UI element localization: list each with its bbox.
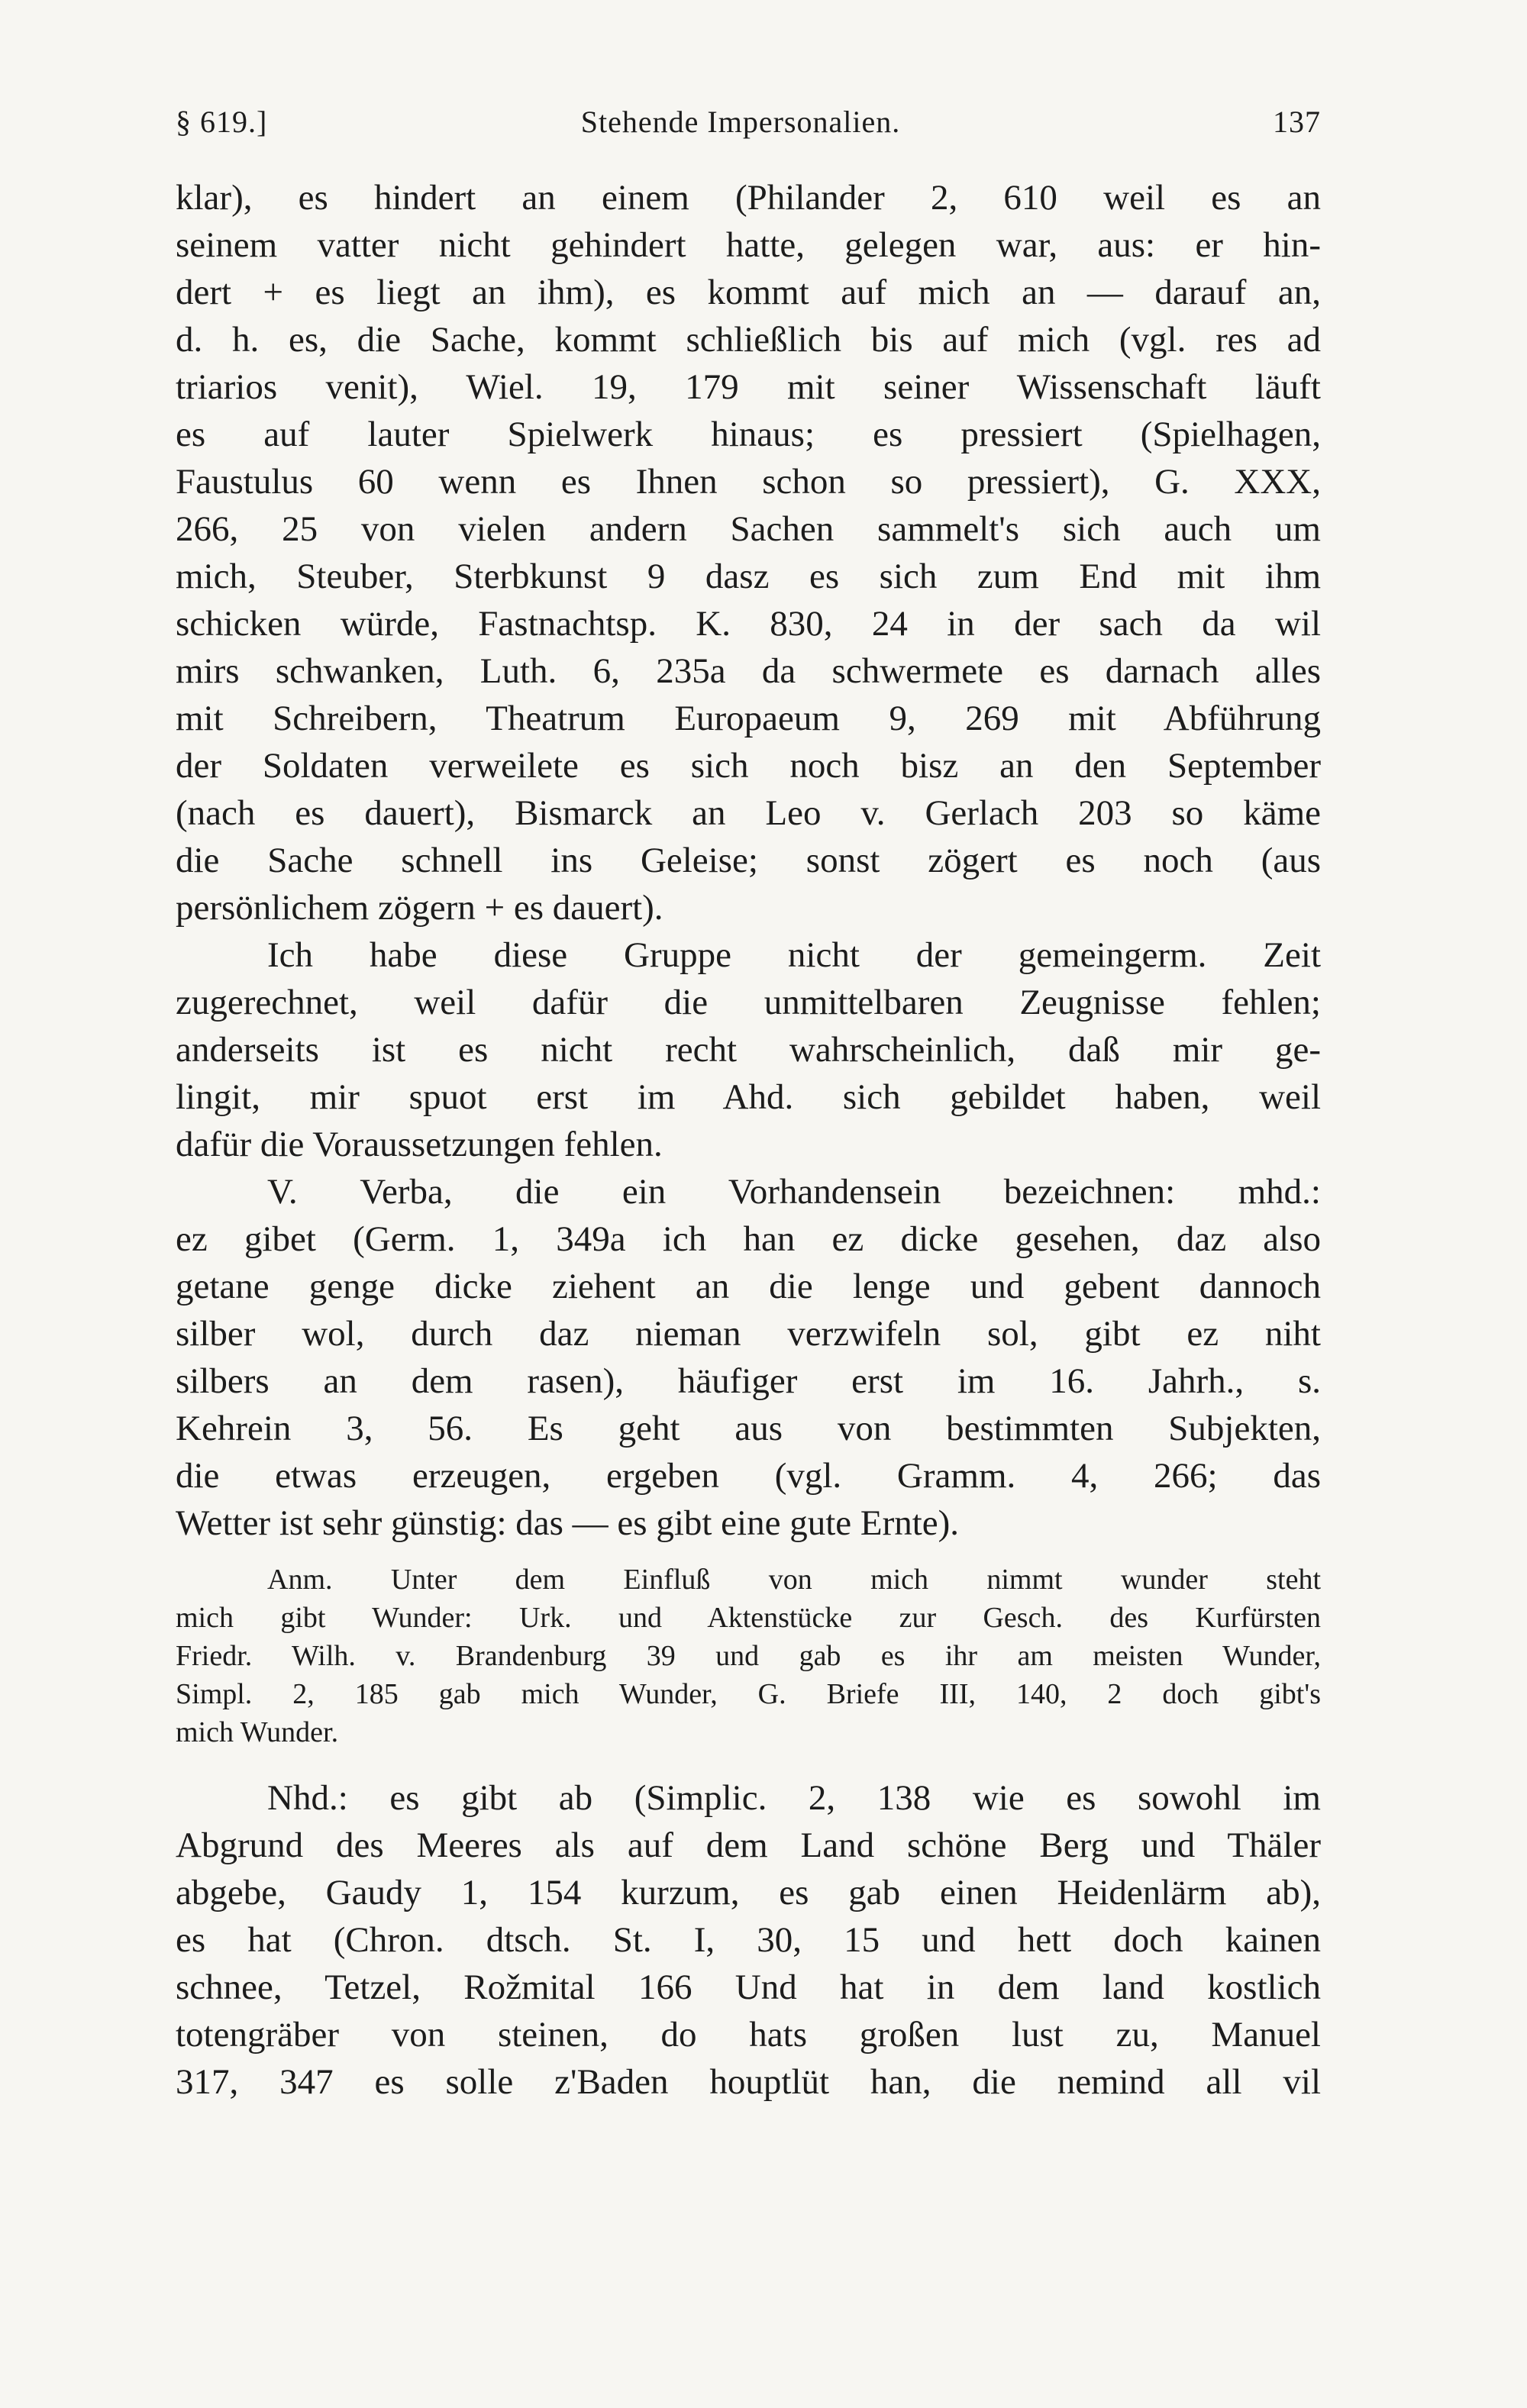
body-line: abgebe, Gaudy 1, 154 kurzum, es gab einen Heidenlärm ab), bbox=[176, 1873, 1321, 1913]
body-line: seinem vatter nicht gehindert hatte, gelegen war, aus: er hin- bbox=[176, 225, 1321, 265]
running-title: Stehende Impersonalien. bbox=[580, 105, 901, 139]
body-line: getane genge dicke ziehent an die lenge und gebent dannoch bbox=[176, 1267, 1321, 1306]
body-line: mich, Steuber, Sterbkunst 9 dasz es sich zum End mit ihm bbox=[176, 557, 1321, 596]
body-line: anderseits ist es nicht recht wahrscheinlich, daß mir ge- bbox=[176, 1030, 1321, 1070]
body-line: klar), es hindert an einem (Philander 2, 610 weil es an bbox=[176, 178, 1321, 218]
body-line: schicken würde, Fastnachtsp. K. 830, 24 in der sach da wil bbox=[176, 604, 1321, 644]
body-line: totengräber von steinen, do hats großen lust zu, Manuel bbox=[176, 2015, 1321, 2055]
note-line: Simpl. 2, 185 gab mich Wunder, G. Briefe III, 140, 2 doch gibt's bbox=[176, 1678, 1321, 1710]
body-line: triarios venit), Wiel. 19, 179 mit seiner Wissenschaft läuft bbox=[176, 367, 1321, 407]
body-line: 317, 347 es solle z'Baden houptlüt han, die nemind all vil bbox=[176, 2062, 1321, 2102]
body-line: V. Verba, die ein Vorhandensein bezeichnen: mhd.: bbox=[267, 1172, 1321, 1212]
body-line: mirs schwanken, Luth. 6, 235a da schwermete es darnach alles bbox=[176, 651, 1321, 691]
body-line: lingit, mir spuot erst im Ahd. sich gebildet haben, weil bbox=[176, 1077, 1321, 1117]
running-header bbox=[176, 104, 1321, 150]
body-line: (nach es dauert), Bismarck an Leo v. Gerlach 203 so käme bbox=[176, 793, 1321, 833]
body-line: die Sache schnell ins Geleise; sonst zögert es noch (aus bbox=[176, 841, 1321, 880]
body-line: Wetter ist sehr günstig: das — es gibt eine gute Ernte). bbox=[176, 1503, 960, 1543]
page-number: 137 bbox=[1273, 105, 1321, 139]
body-line: Abgrund des Meeres als auf dem Land schöne Berg und Thäler bbox=[176, 1825, 1321, 1865]
body-line: silber wol, durch daz nieman verzwifeln sol, gibt ez niht bbox=[176, 1314, 1321, 1354]
note-line: mich Wunder. bbox=[176, 1716, 339, 1748]
body-line: silbers an dem rasen), häufiger erst im 16. Jahrh., s. bbox=[176, 1361, 1321, 1401]
body-line: zugerechnet, weil dafür die unmittelbaren Zeugnisse fehlen; bbox=[176, 983, 1321, 1022]
note-line: Anm. Unter dem Einfluß von mich nimmt wunder steht bbox=[267, 1564, 1321, 1596]
note-line: Friedr. Wilh. v. Brandenburg 39 und gab es ihr am meisten Wunder, bbox=[176, 1640, 1321, 1672]
body-line: Nhd.: es gibt ab (Simplic. 2, 138 wie es sowohl im bbox=[267, 1778, 1321, 1818]
body-line: Kehrein 3, 56. Es geht aus von bestimmten Subjekten, bbox=[176, 1409, 1321, 1448]
body-line: die etwas erzeugen, ergeben (vgl. Gramm. 4, 266; das bbox=[176, 1456, 1321, 1496]
body-line: dert + es liegt an ihm), es kommt auf mich an — darauf an, bbox=[176, 273, 1321, 312]
body-line: Faustulus 60 wenn es Ihnen schon so pressiert), G. XXX, bbox=[176, 462, 1321, 502]
section-reference: § 619.] bbox=[176, 105, 268, 139]
body-line: schnee, Tetzel, Rožmital 166 Und hat in dem land kostlich bbox=[176, 1967, 1321, 2007]
body-line: dafür die Voraussetzungen fehlen. bbox=[176, 1125, 663, 1164]
body-line: 266, 25 von vielen andern Sachen sammelt's sich auch um bbox=[176, 509, 1321, 549]
body-line: d. h. es, die Sache, kommt schließlich bis auf mich (vgl. res ad bbox=[176, 320, 1321, 360]
body-line: mit Schreibern, Theatrum Europaeum 9, 269 mit Abführung bbox=[176, 699, 1321, 738]
body-line: es auf lauter Spielwerk hinaus; es pressiert (Spielhagen, bbox=[176, 415, 1321, 454]
body-line: der Soldaten verweilete es sich noch bisz an den September bbox=[176, 746, 1321, 786]
body-line: ez gibet (Germ. 1, 349a ich han ez dicke gesehen, daz also bbox=[176, 1219, 1321, 1259]
body-line: persönlichem zögern + es dauert). bbox=[176, 888, 663, 928]
body-line: Ich habe diese Gruppe nicht der gemeingerm. Zeit bbox=[267, 935, 1321, 975]
note-line: mich gibt Wunder: Urk. und Aktenstücke zur Gesch. des Kurfürsten bbox=[176, 1602, 1321, 1634]
body-line: es hat (Chron. dtsch. St. I, 30, 15 und hett doch kainen bbox=[176, 1920, 1321, 1960]
